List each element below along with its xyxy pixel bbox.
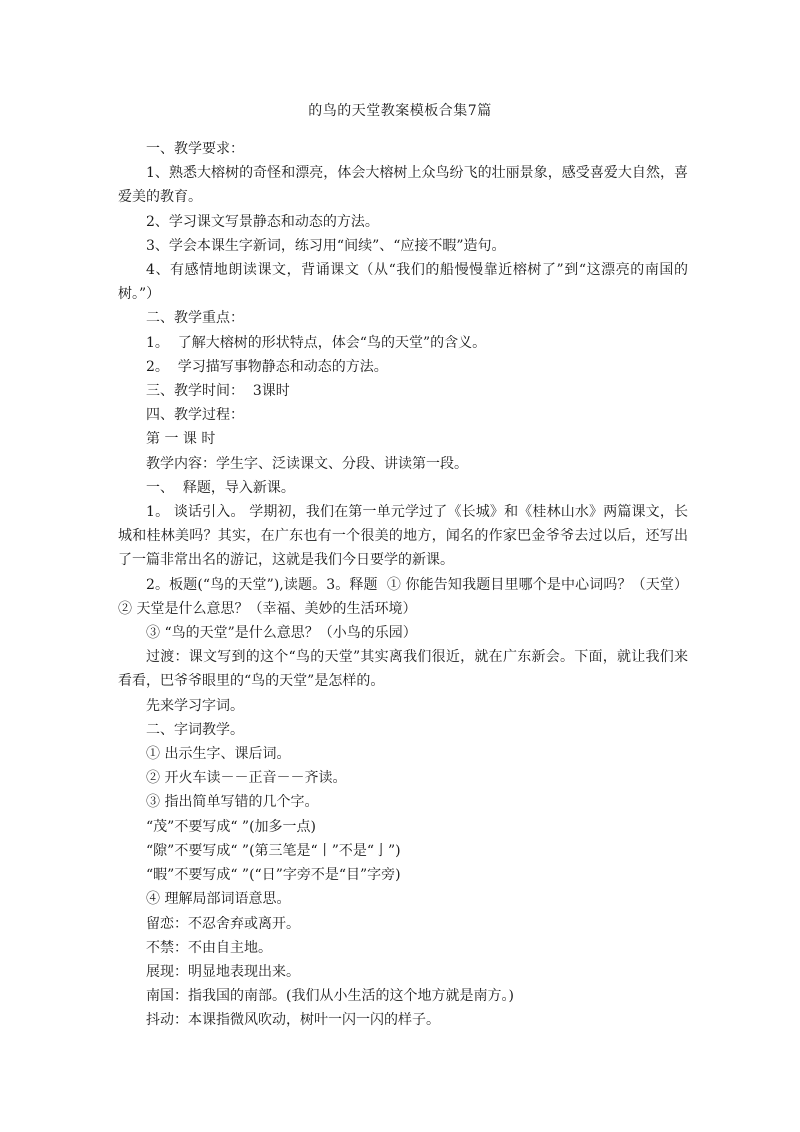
paragraph: 1。 了解大榕树的形状特点，体会“鸟的天堂”的含义。: [146, 334, 487, 351]
paragraph: 4、有感情地朗读课文，背诵课文（从“我们的船慢慢靠近榕树了”到“这漂亮的南国的树。”）: [118, 262, 688, 303]
paragraph: 三、教学时间： 3课时: [146, 383, 290, 400]
paragraph: 2。板题(“鸟的天堂”),读题。3。释题 ① 你能告知我题目里哪个是中心词吗？（天堂） ② 天堂是什么意思？（幸福、美妙的生活环境）: [118, 576, 693, 617]
paragraph: 第 一 课 时: [146, 431, 216, 448]
paragraph: 2、学习课文写景静态和动态的方法。: [146, 213, 379, 230]
paragraph: ③ 指出简单写错的几个字。: [146, 794, 319, 811]
paragraph: 展现：明显地表现出来。: [146, 963, 300, 980]
paragraph: ③ “鸟的天堂”是什么意思？（小鸟的乐园）: [146, 625, 417, 642]
paragraph: ② 开火车读－－正音－－齐读。: [146, 770, 347, 787]
paragraph: 过渡：课文写到的这个“鸟的天堂”其实离我们很近，就在广东新会。下面，就让我们来看看，巴爷爷眼里的“鸟的天堂”是怎样的。: [118, 649, 688, 690]
paragraph: 先来学习字词。: [146, 697, 244, 714]
paragraph: 二、字词教学。: [146, 721, 244, 738]
paragraph: ① 出示生字、课后词。: [146, 746, 291, 763]
paragraph: “隙”不要写成“ ”(第三笔是“丨”不是“亅”): [146, 842, 401, 859]
paragraph: 一、教学要求：: [146, 141, 244, 157]
document-body: [118, 137, 693, 1033]
paragraph: 一、 释题，导入新课。: [146, 479, 295, 496]
paragraph: 1。 谈话引入。 学期初，我们在第一单元学过了《长城》和《桂林山水》两篇课文，长城和桂林美吗？其实，在广东也有一个很美的地方，闻名的作家巴金爷爷去过以后，还写出了一篇非常出名的游记，这就是我们今日要学的新课。: [118, 504, 688, 569]
paragraph: 3、学会本课生字新词，练习用“间续”、“应接不暇”造句。: [146, 237, 506, 254]
document-title: 的鸟的天堂教案模板合集7篇: [308, 103, 492, 119]
paragraph: 不禁：不由自主地。: [146, 939, 272, 956]
paragraph: 南国：指我国的南部。(我们从小生活的这个地方就是南方。): [146, 988, 514, 1005]
paragraph: 抖动：本课指微风吹动，树叶一闪一闪的样子。: [146, 1012, 440, 1029]
paragraph: 二、教学重点：: [146, 310, 244, 327]
paragraph: “茂”不要写成“ ”(加多一点): [146, 818, 317, 835]
paragraph: 2。 学习描写事物静态和动态的方法。: [146, 358, 388, 375]
paragraph: 四、教学过程：: [146, 407, 244, 424]
paragraph: 留恋：不忍舍弃或离开。: [146, 915, 300, 932]
paragraph: 教学内容：学生字、泛读课文、分段、讲读第一段。: [146, 455, 468, 472]
paragraph: 1、熟悉大榕树的奇怪和漂亮，体会大榕树上众鸟纷飞的壮丽景象，感受喜爱大自然，喜爱美的教育。: [118, 165, 688, 206]
paragraph: “暇”不要写成“ ”(“日”字旁不是“目”字旁): [146, 867, 401, 884]
paragraph: ④ 理解局部词语意思。: [146, 891, 291, 908]
